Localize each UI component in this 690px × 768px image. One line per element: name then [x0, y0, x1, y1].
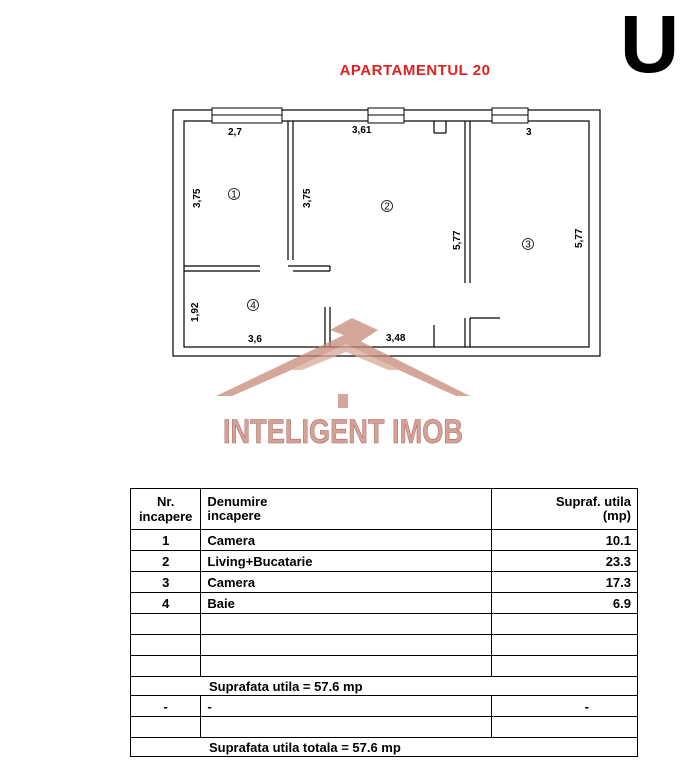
- summary-util-row: [131, 677, 638, 696]
- header-nr: [131, 489, 201, 530]
- header-name-line2: incapere: [207, 508, 261, 523]
- plan-walls: [173, 110, 600, 356]
- block-letter: U: [620, 0, 680, 90]
- dash-nr: -: [131, 696, 201, 717]
- row-area: 10.1: [491, 530, 637, 551]
- dim-room2-height: 3,75: [302, 188, 313, 208]
- table-row-empty: [131, 635, 638, 656]
- dash-area: -: [491, 696, 637, 717]
- room-number: 2: [384, 201, 390, 213]
- table-header-row: [131, 489, 638, 530]
- dim-room4-width: 3,6: [248, 334, 262, 345]
- dash-name: -: [201, 696, 491, 717]
- row-nr: 1: [131, 530, 201, 551]
- dim-room4-height: 1,92: [190, 302, 201, 322]
- row-area: 6.9: [491, 593, 637, 614]
- watermark-text: INTELIGENT IMOB: [223, 413, 463, 451]
- summary-total: Suprafata utila totala = 57.6 mp: [131, 738, 638, 757]
- header-nr-line2: incapere: [138, 509, 193, 524]
- dim-hall-width: 3,48: [386, 333, 406, 344]
- apartment-title: APARTAMENTUL 20: [339, 62, 491, 79]
- row-nr: 2: [131, 551, 201, 572]
- table-row: [131, 593, 638, 614]
- row-nr: 4: [131, 593, 201, 614]
- dash-row: [131, 696, 638, 717]
- table-row-empty: [131, 656, 638, 677]
- room-number: 4: [250, 300, 256, 312]
- dim-room3-width: 3: [526, 127, 532, 138]
- table-row-empty: [131, 717, 638, 738]
- row-area: 23.3: [491, 551, 637, 572]
- row-nr: 3: [131, 572, 201, 593]
- room-number: 3: [525, 239, 531, 251]
- row-name: Camera: [201, 530, 491, 551]
- room-marker-3: [523, 239, 534, 251]
- dim-room2-depth: 5,77: [452, 230, 463, 250]
- table-row-empty: [131, 614, 638, 635]
- room-marker-2: [382, 201, 393, 213]
- row-name: Camera: [201, 572, 491, 593]
- summary-util: Suprafata utila = 57.6 mp: [131, 677, 638, 696]
- dim-room1-height: 3,75: [192, 188, 203, 208]
- room-number: 1: [231, 189, 237, 201]
- header-area-line1: Supraf. utila: [555, 494, 631, 509]
- room-marker-1: [229, 189, 240, 201]
- header-name-line1: Denumire: [207, 494, 268, 509]
- row-name: Living+Bucatarie: [201, 551, 491, 572]
- row-name: Baie: [201, 593, 491, 614]
- watermark-logo: [216, 318, 470, 408]
- table-row: [131, 551, 638, 572]
- dim-room1-width: 2,7: [228, 127, 242, 138]
- rooms-table: [130, 488, 638, 757]
- header-area-line2: (mp): [602, 508, 631, 523]
- header-area: [491, 489, 637, 530]
- header-name: [201, 489, 491, 530]
- table-row: [131, 530, 638, 551]
- row-area: 17.3: [491, 572, 637, 593]
- dim-room3-height: 5,77: [574, 228, 585, 248]
- table-row: [131, 572, 638, 593]
- summary-total-row: [131, 738, 638, 757]
- room-marker-4: [248, 300, 259, 312]
- dim-room2-width: 3,61: [352, 125, 372, 136]
- header-nr-line1: Nr.: [157, 494, 175, 509]
